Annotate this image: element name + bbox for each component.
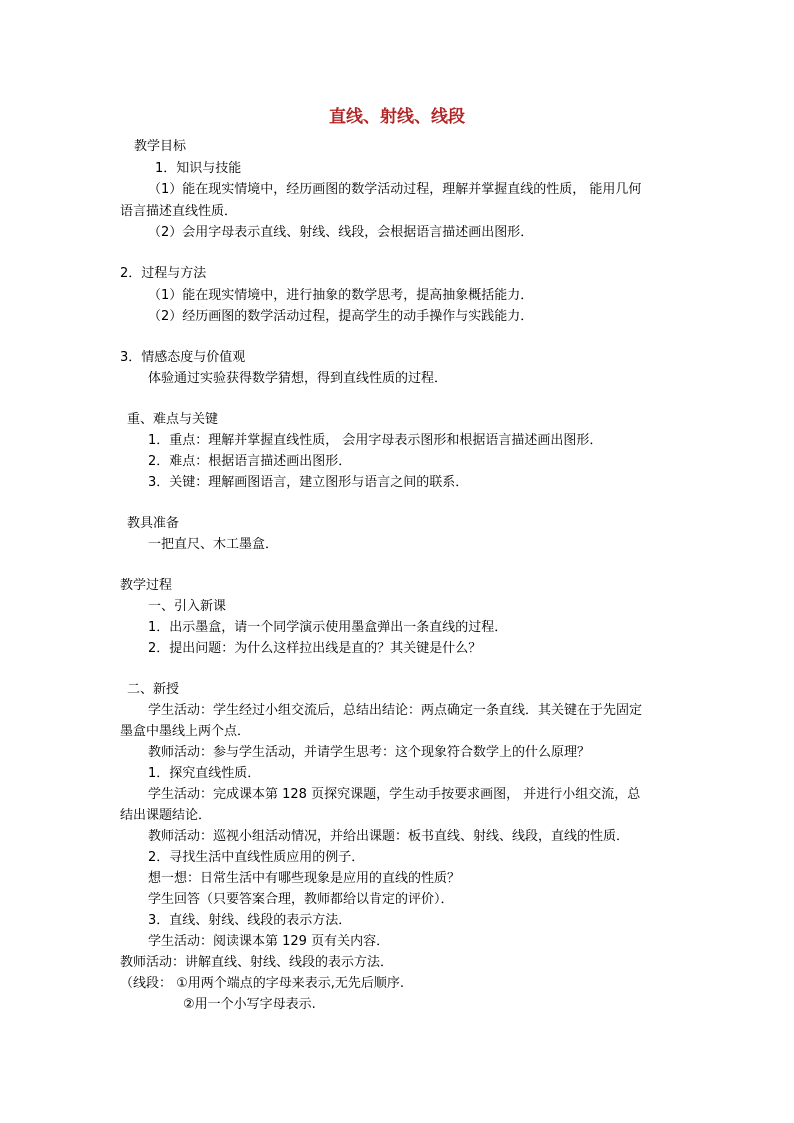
paragraph-line: 结出课题结论． (120, 808, 212, 823)
paragraph-line: 一把直尺、木工墨盒． (148, 537, 279, 552)
paragraph-line: 教师活动：讲解直线、射线、线段的表示方法． (120, 955, 394, 970)
heading-teaching-aids: 教具准备 (127, 516, 180, 531)
paragraph-line: （2）经历画图的数学活动过程，提高学生的动手操作与实践能力． (148, 309, 534, 324)
paragraph-line: 语言描述直线性质． (120, 204, 238, 219)
paragraph-line: 1．出示墨盒，请一个同学演示使用墨盒弹出一条直线的过程． (148, 620, 508, 635)
paragraph-line: 教师活动：巡视小组活动情况，并给出课题：板书直线、射线、线段，直线的性质． (148, 829, 630, 844)
heading-teaching-process: 教学过程 (120, 578, 173, 593)
paragraph-line: 1．探究直线性质． (148, 766, 261, 781)
paragraph-line: 教师活动：参与学生活动，并请学生思考：这个现象符合数学上的什么原理？ (148, 745, 591, 760)
paragraph-line: 3．关键：理解画图语言，建立图形与语言之间的联系． (148, 475, 469, 490)
document-title: 直线、射线、线段 (329, 107, 465, 127)
subheading-knowledge-skills: 1．知识与技能 (155, 161, 242, 176)
paragraph-line: 想一想：日常生活中有哪些现象是应用的直线的性质？ (148, 871, 461, 886)
subheading-new-lesson: 二、新授 (127, 682, 180, 697)
paragraph-line: 3．直线、射线、线段的表示方法． (148, 913, 352, 928)
paragraph-line: 1．重点：理解并掌握直线性质， 会用字母表示图形和根据语言描述画出图形． (148, 433, 603, 448)
paragraph-line: （2）会用字母表示直线、射线、线段，会根据语言描述画出图形． (148, 225, 534, 240)
paragraph-line: ②用一个小写字母表示. (183, 997, 316, 1012)
subheading-process-method: 2．过程与方法 (120, 266, 207, 281)
paragraph-line: 学生活动：完成课本第 128 页探究课题，学生动手按要求画图， 并进行小组交流，总 (148, 787, 641, 802)
paragraph-line: 2．寻找生活中直线性质应用的例子． (148, 850, 365, 865)
subheading-attitude-values: 3．情感态度与价值观 (120, 350, 246, 365)
paragraph-line: （1）能在现实情境中，经历画图的数学活动过程，理解并掌握直线的性质， 能用几何 (148, 182, 642, 197)
paragraph-line: （线段： ①用两个端点的字母来表示,无先后顺序. (120, 976, 405, 991)
paragraph-line: 2．提出问题：为什么这样拉出线是直的？其关键是什么？ (148, 641, 482, 656)
paragraph-line: 2．难点：根据语言描述画出图形． (148, 454, 352, 469)
paragraph-line: 学生活动：阅读课本第 129 页有关内容． (148, 934, 390, 949)
paragraph-line: 体验通过实验获得数学猜想，得到直线性质的过程． (148, 371, 448, 386)
paragraph-line: （1）能在现实情境中，进行抽象的数学思考，提高抽象概括能力． (148, 288, 534, 303)
subheading-intro: 一、引入新课 (148, 599, 227, 614)
heading-key-points: 重、难点与关键 (127, 412, 219, 427)
heading-teaching-goals: 教学目标 (134, 139, 187, 154)
paragraph-line: 墨盒中墨线上两个点． (120, 724, 251, 739)
paragraph-line: 学生活动：学生经过小组交流后，总结出结论：两点确定一条直线．其关键在于先固定 (148, 703, 643, 718)
paragraph-line: 学生回答（只要答案合理，教师都给以肯定的评价）． (148, 892, 454, 907)
